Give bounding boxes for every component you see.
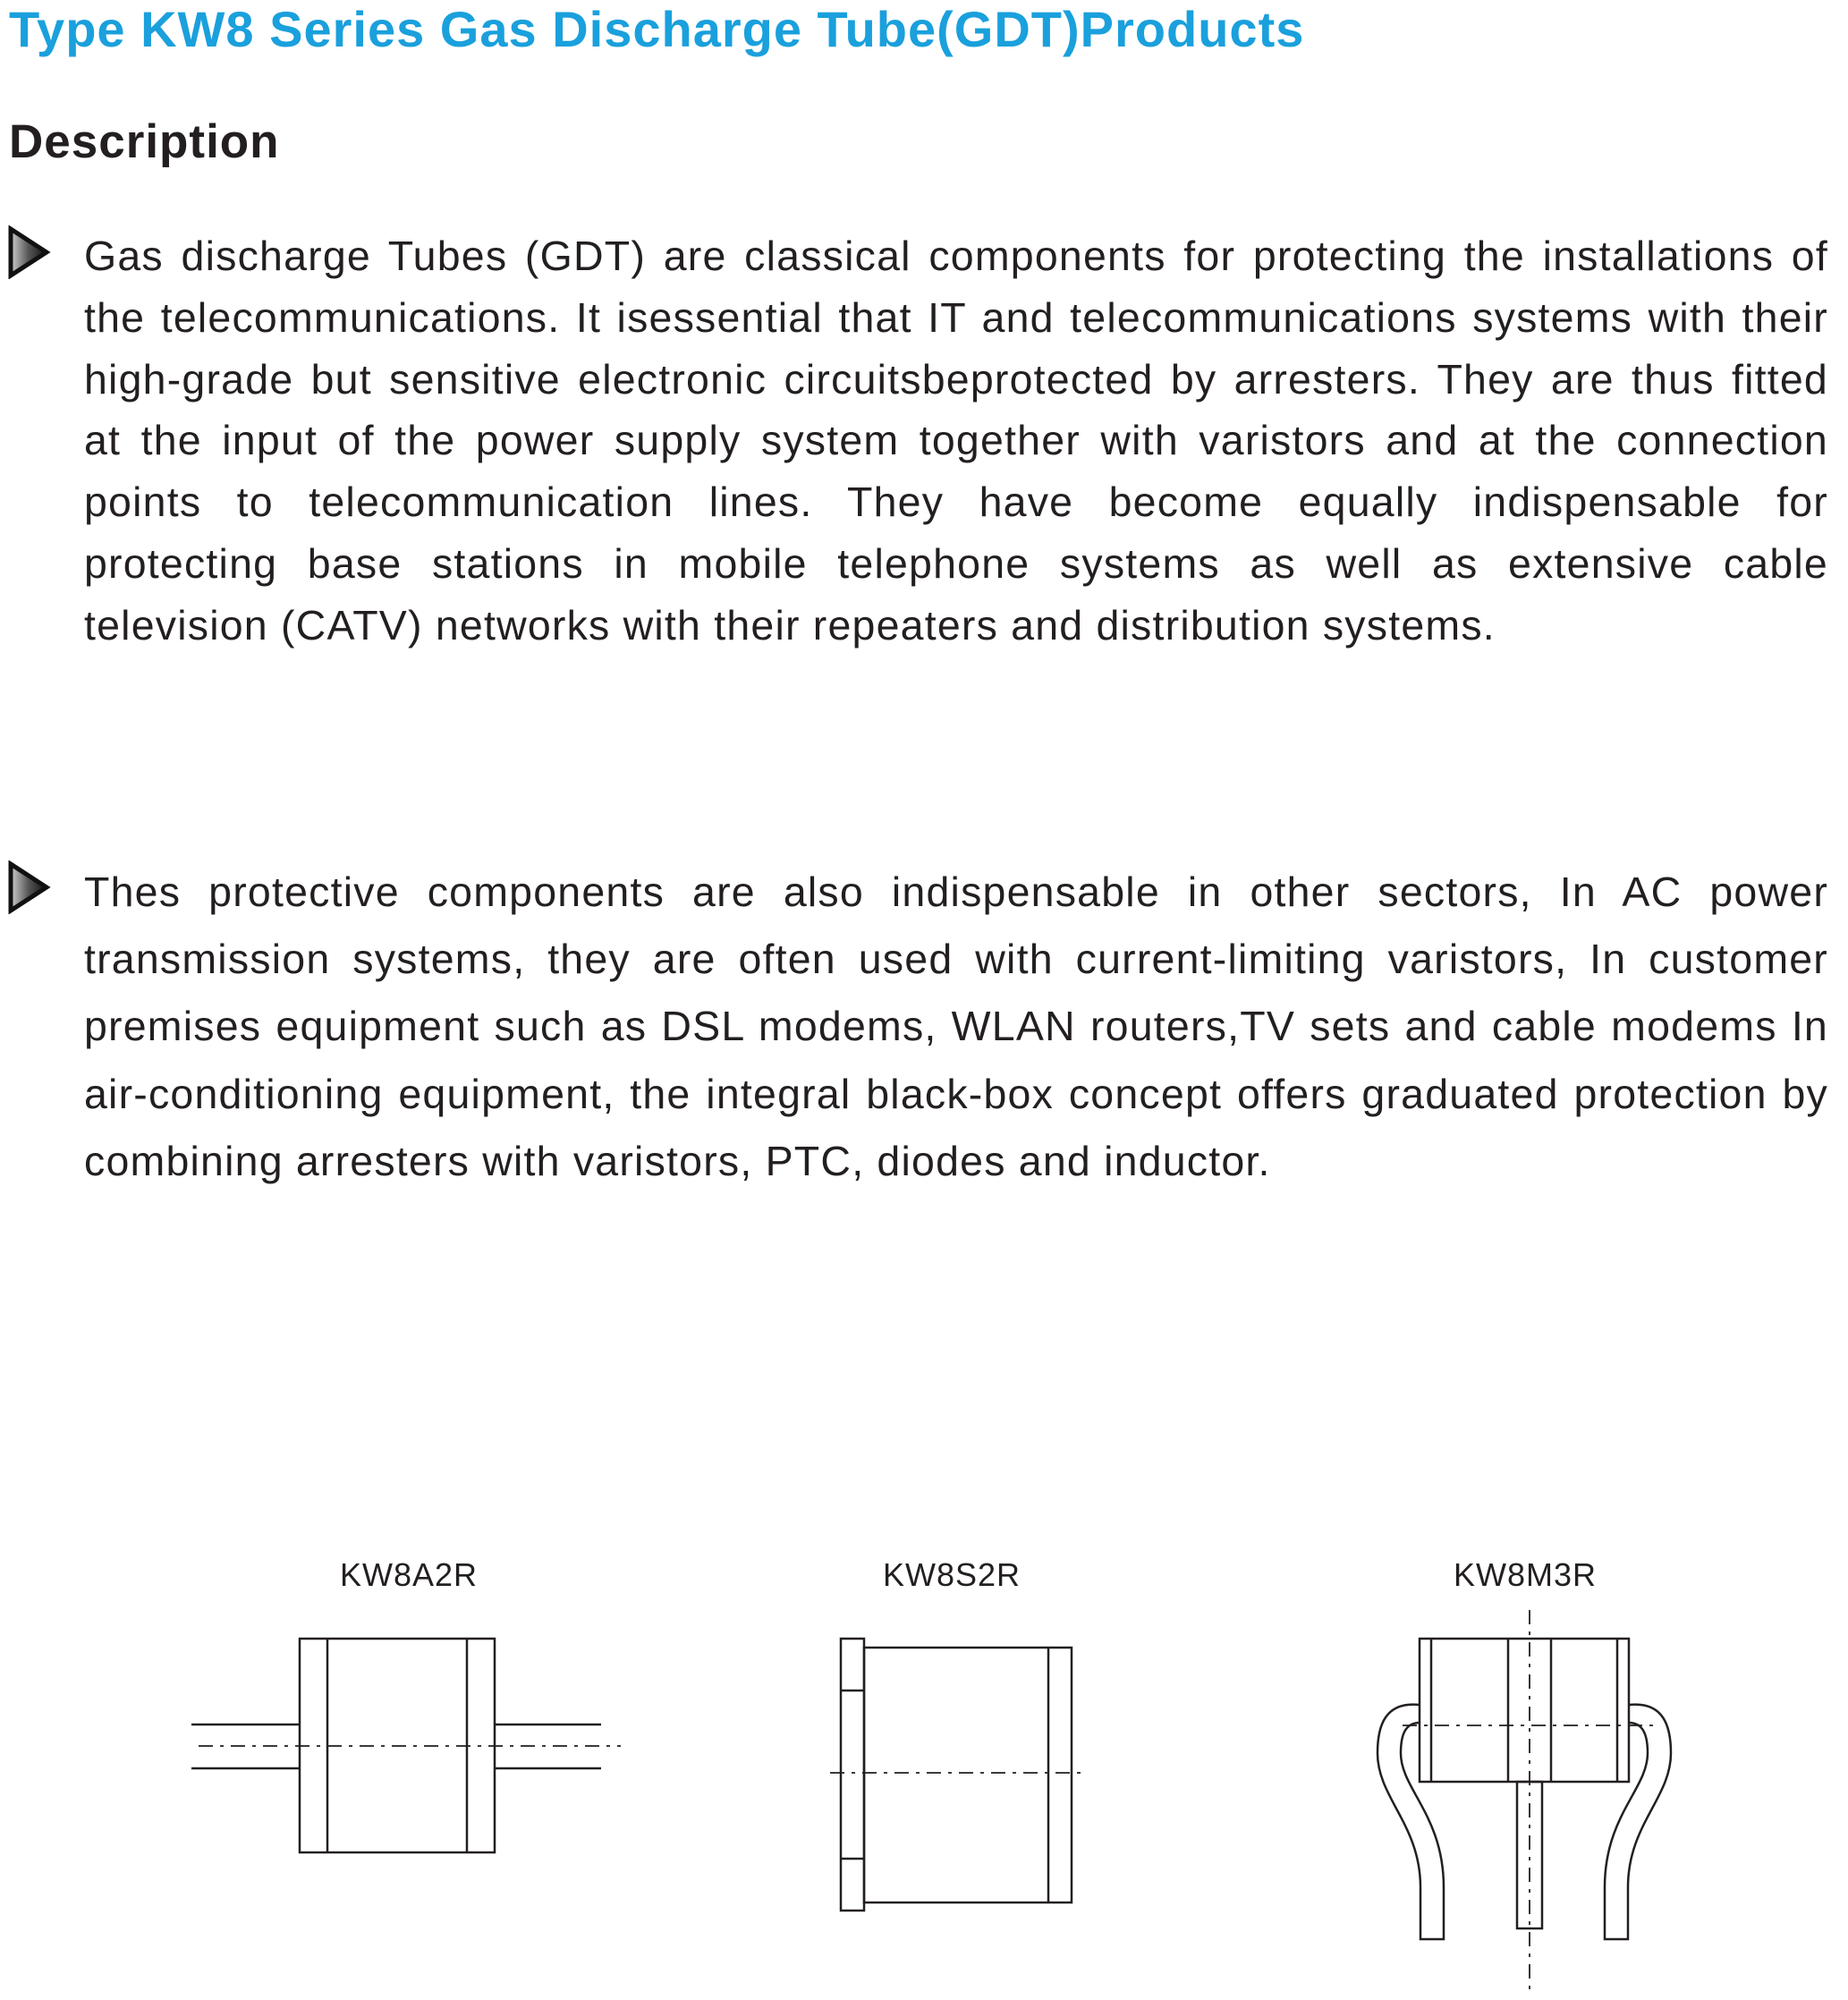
page-title: Type KW8 Series Gas Discharge Tube(GDT)Products <box>9 1 1305 57</box>
triangle-bullet-icon <box>7 860 52 914</box>
triangle-bullet-icon <box>7 225 52 279</box>
part-label-kw8a2r: KW8A2R <box>339 1556 479 1593</box>
kw8m3r-outline-drawing <box>1378 1610 1671 1993</box>
description-paragraph-2: Thes protective components are also indispensable in other sectors, In AC power transmission systems, they are often used with current-limiting varistors, In customer premises equipment such as DSL modems, WLAN routers,TV sets and cable modems In air-conditioning equipment, the integral black-box concept offers graduated protection by combining arresters with varistors, PTC, diodes and inductor. <box>84 869 1828 1184</box>
description-heading: Description <box>9 115 280 168</box>
part-label-kw8m3r: KW8M3R <box>1453 1556 1598 1593</box>
description-paragraph-1: Gas discharge Tubes (GDT) are classical components for protecting the installations of the telecommunications. It isessential that IT and telecommunications systems with their high-grade but sensitive electronic circuitsbeprotected by arresters. They are thus fitted at the input of the power supply system together with varistors and at the connection points to telecommunication lines. They have become equally indispensable for protecting base stations in mobile telephone systems as well as extensive cable television (CATV) networks with their repeaters and distribution systems. <box>84 233 1828 648</box>
part-label-kw8s2r: KW8S2R <box>882 1556 1021 1593</box>
product-outline-drawings <box>0 1592 1848 1995</box>
kw8s2r-outline-drawing <box>830 1639 1082 1911</box>
kw8a2r-outline-drawing <box>191 1639 621 1852</box>
